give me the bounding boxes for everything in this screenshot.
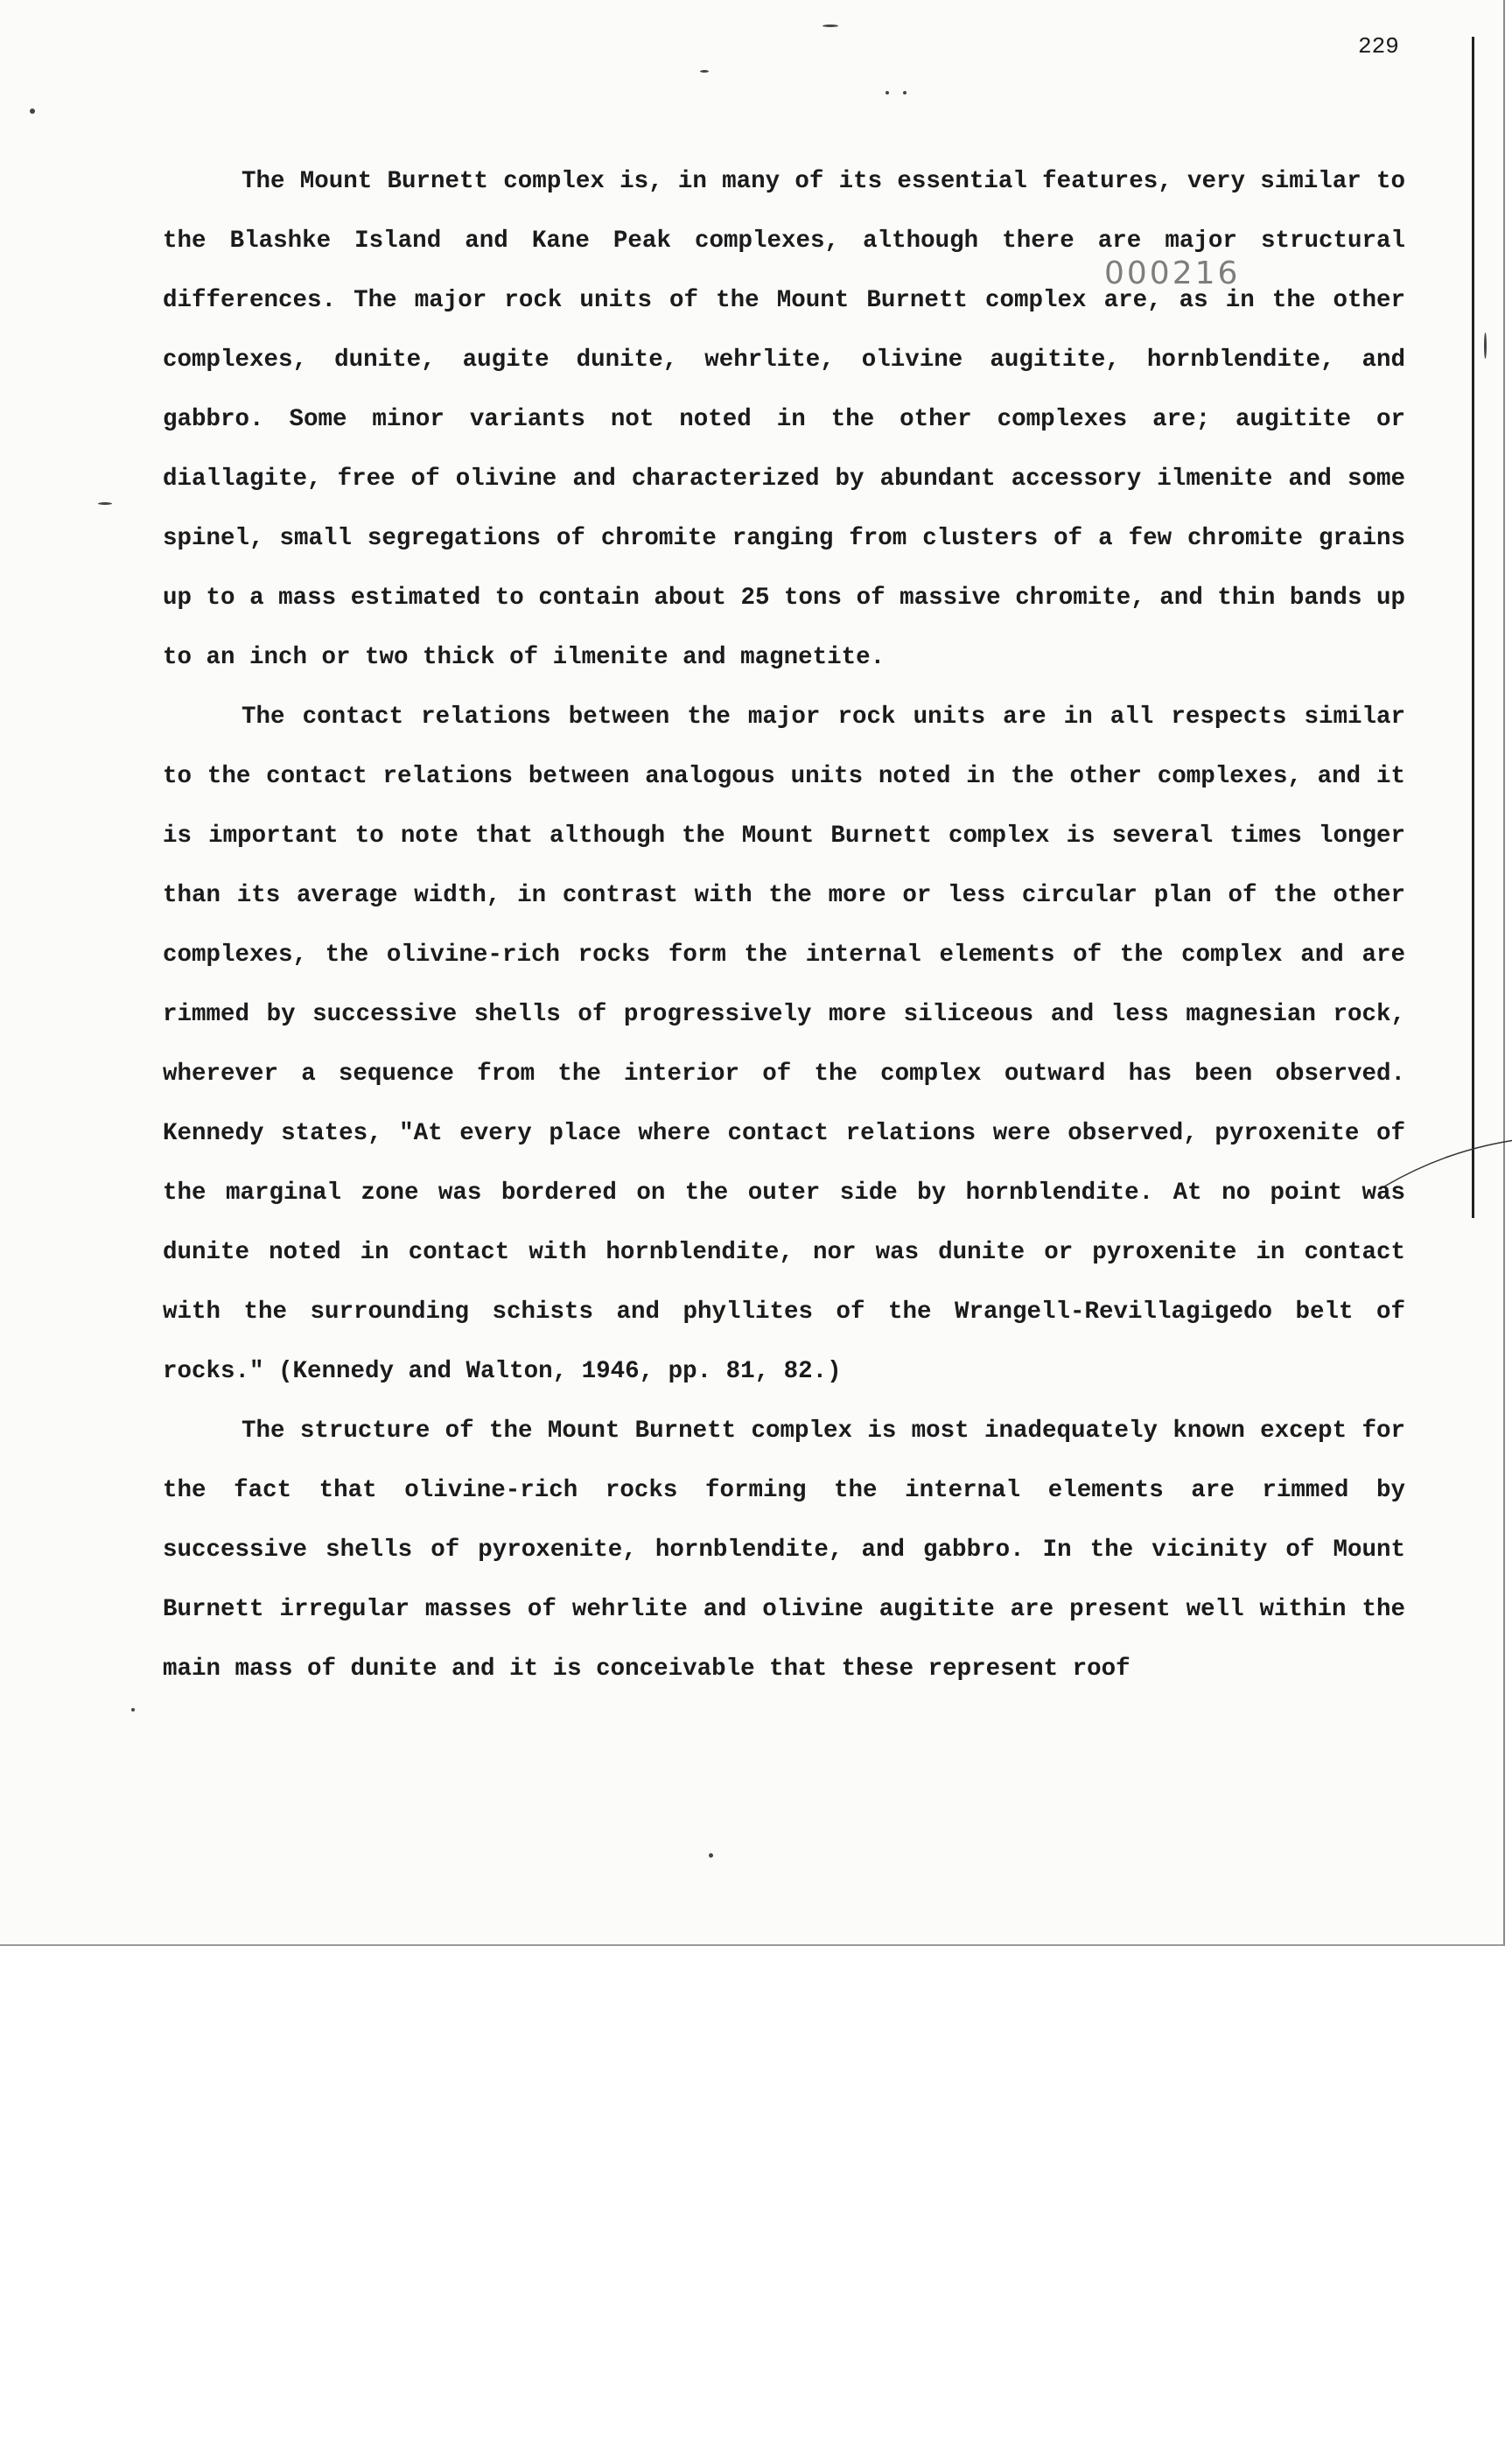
document-stamp: 000216: [1104, 256, 1241, 291]
scan-speck: [903, 91, 906, 94]
page-edge-rule: [1472, 37, 1474, 1218]
paragraph-2: The contact relations between the major rock units are in all respects similar to the contact relations between analogous units noted in the other complexes, and it is important to note that although the Mount Burnett complex is several times longer than its average width, in contrast with the more or less circular plan of the other complexes, the olivine-rich rocks form the internal elements of the complex and are rimmed by successive shells of progressively more siliceous and less magnesian rock, wherever a sequence from the interior of the complex outward has been observed. Kennedy states, "At every place where contact relations were observed, pyroxenite of the marginal zone was bordered on the outer side by hornblendite. At no point was dunite noted in contact with hornblendite, nor was dunite or pyroxenite in contact with the surrounding schists and phyllites of the Wrangell-Revillagigedo belt of rocks." (Kennedy and Walton, 1946, pp. 81, 82.): [163, 704, 1405, 1385]
paragraph-1: The Mount Burnett complex is, in many of its essential features, very similar to the Blashke Island and Kane Peak complexes, although there are major structural differences. The major rock units of the Mount Burnett complex are, as in the other complexes, dunite, augite dunite, wehrlite, olivine augitite, hornblendite, and gabbro. Some minor variants not noted in the other complexes are; augitite or diallagite, free of olivine and characterized by abundant accessory ilmenite and some spinel, small segregations of chromite ranging from clusters of a few chromite grains up to a mass estimated to contain about 25 tons of massive chromite, and thin bands up to an inch or two thick of ilmenite and magnetite.: [163, 168, 1405, 671]
scan-speck: [822, 24, 838, 27]
margin-pen-mark: [1382, 1136, 1512, 1188]
scan-speck: [30, 108, 35, 114]
scan-speck: [700, 70, 709, 73]
scan-speck: [886, 91, 889, 94]
page-number: 229: [1358, 33, 1399, 60]
scan-speck: [98, 502, 112, 505]
scan-speck: [709, 1853, 713, 1858]
body-text: [163, 152, 1405, 1699]
scan-speck: [1484, 332, 1487, 359]
paragraph-3: The structure of the Mount Burnett complex is most inadequately known except for the fact that olivine-rich rocks forming the internal elements are rimmed by successive shells of pyroxenite, hornblendite, and gabbro. In the vicinity of Mount Burnett irregular masses of wehrlite and olivine augitite are present well within the main mass of dunite and it is conceivable that these represent roof: [163, 1418, 1405, 1683]
scan-speck: [131, 1708, 135, 1712]
